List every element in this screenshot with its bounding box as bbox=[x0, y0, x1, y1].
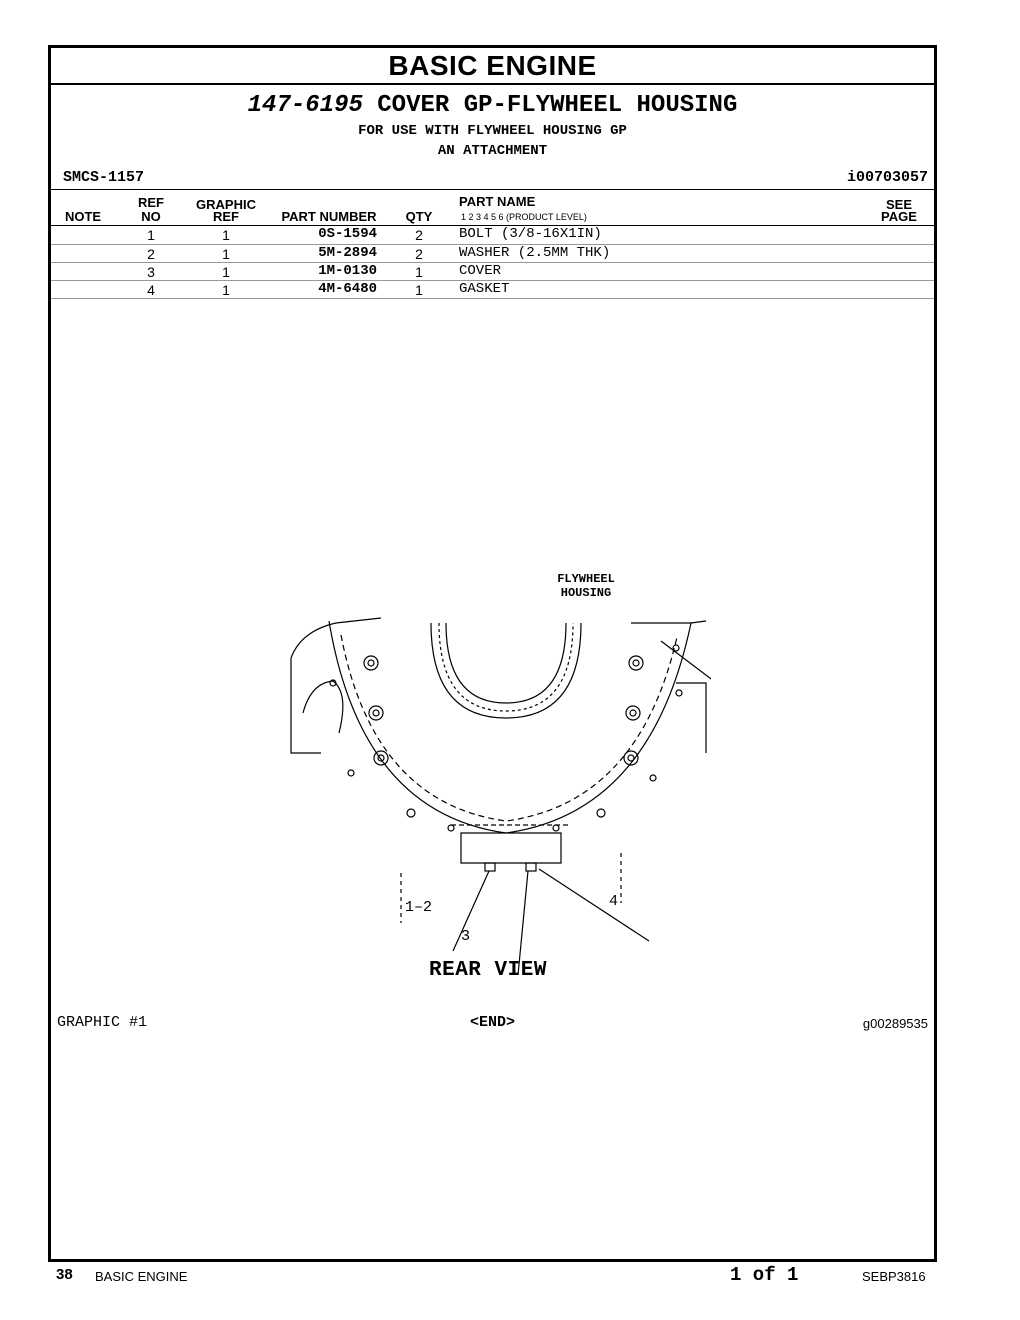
bolt-hole bbox=[348, 770, 354, 776]
view-label: REAR VIEW bbox=[429, 959, 547, 982]
bolt-boss bbox=[629, 656, 643, 670]
info-id: i00703057 bbox=[846, 169, 928, 186]
footer-page-number: 38 bbox=[56, 1266, 73, 1283]
col-graphic-top: GRAPHIC bbox=[196, 197, 256, 212]
footer-document-number: SEBP3816 bbox=[862, 1269, 926, 1284]
ref-no: 4 bbox=[147, 282, 155, 298]
graphic-ref: 1 bbox=[222, 246, 230, 262]
bolt-hole bbox=[650, 775, 656, 781]
bolt-boss bbox=[369, 706, 383, 720]
bolt-boss bbox=[628, 755, 634, 761]
cover-bolt bbox=[485, 863, 495, 871]
part-number[interactable]: 5M-2894 bbox=[318, 245, 377, 261]
left-flange-top bbox=[291, 618, 381, 658]
callout-4: 4 bbox=[609, 893, 619, 910]
graphic-id: g00289535 bbox=[862, 1016, 928, 1031]
graphic-ref: 1 bbox=[222, 282, 230, 298]
callout-1-2: 1–2 bbox=[405, 899, 433, 916]
parts-row bbox=[51, 281, 934, 299]
right-flange-top bbox=[631, 621, 706, 623]
smcs-code: SMCS-1157 bbox=[63, 169, 145, 186]
bolt-boss bbox=[373, 710, 379, 716]
usage-line-2: AN ATTACHMENT bbox=[437, 143, 548, 159]
parts-row bbox=[51, 263, 934, 281]
parts-row bbox=[51, 226, 934, 244]
footer-page-of: 1 of 1 bbox=[730, 1264, 799, 1286]
group-part-number[interactable]: 147-6195 bbox=[247, 92, 363, 119]
quantity: 2 bbox=[415, 246, 423, 262]
col-see-bottom: PAGE bbox=[881, 209, 917, 224]
cover-plate bbox=[461, 833, 561, 863]
crank-opening-ridge bbox=[439, 623, 573, 711]
bolt-hole bbox=[676, 690, 682, 696]
page-frame bbox=[48, 45, 937, 1262]
col-product-levels: 1 2 3 4 5 6 (PRODUCT LEVEL) bbox=[461, 212, 587, 222]
leader-line-1-2 bbox=[453, 871, 489, 951]
graphic-ref: 1 bbox=[222, 264, 230, 280]
bolt-hole bbox=[407, 809, 415, 817]
part-number[interactable]: 4M-6480 bbox=[318, 281, 377, 297]
usage-line-1: FOR USE WITH FLYWHEEL HOUSING GP bbox=[358, 123, 627, 139]
crank-opening bbox=[446, 623, 566, 703]
housing-outline bbox=[329, 621, 691, 833]
part-name: GASKET bbox=[459, 281, 510, 297]
bolt-boss bbox=[374, 751, 388, 765]
right-flange bbox=[676, 683, 706, 753]
bolt-boss bbox=[364, 656, 378, 670]
end-marker: <END> bbox=[469, 1014, 515, 1031]
housing-inner-outline bbox=[341, 635, 677, 821]
leader-line-4 bbox=[539, 869, 649, 941]
section-title: BASIC ENGINE bbox=[51, 48, 934, 85]
col-qty: QTY bbox=[405, 209, 433, 224]
bolt-boss bbox=[633, 660, 639, 666]
col-part-name: PART NAME bbox=[459, 194, 536, 209]
footer-section: BASIC ENGINE bbox=[95, 1269, 188, 1284]
group-name: COVER GP-FLYWHEEL HOUSING bbox=[377, 92, 738, 119]
ref-no: 2 bbox=[147, 246, 155, 262]
graphic-ref: 1 bbox=[222, 227, 230, 243]
col-graphic-bottom: REF bbox=[213, 209, 239, 224]
col-ref-bottom: NO bbox=[141, 209, 161, 224]
left-boss bbox=[303, 681, 343, 733]
ref-no: 3 bbox=[147, 264, 155, 280]
bolt-boss bbox=[626, 706, 640, 720]
callout-3: 3 bbox=[461, 928, 471, 945]
bolt-boss bbox=[368, 660, 374, 666]
graphic-label: GRAPHIC #1 bbox=[57, 1014, 148, 1031]
part-number[interactable]: 0S-1594 bbox=[318, 226, 377, 242]
col-part-number: PART NUMBER bbox=[281, 209, 377, 224]
quantity: 1 bbox=[415, 264, 423, 280]
part-name: BOLT (3/8-16X1IN) bbox=[459, 226, 602, 242]
bolt-hole bbox=[448, 825, 454, 831]
callout-housing-line1: FLYWHEEL bbox=[557, 572, 615, 586]
row-divider bbox=[51, 298, 934, 299]
col-note: NOTE bbox=[64, 209, 102, 224]
part-number[interactable]: 1M-0130 bbox=[318, 263, 377, 279]
bolt-hole bbox=[553, 825, 559, 831]
cover-bolt bbox=[526, 863, 536, 871]
flywheel-housing-illustration bbox=[281, 563, 711, 988]
bolt-boss bbox=[630, 710, 636, 716]
col-see-top: SEE bbox=[885, 197, 912, 212]
callout-housing-line2: HOUSING bbox=[560, 586, 612, 600]
col-ref-top: REF bbox=[138, 195, 164, 210]
bolt-hole bbox=[597, 809, 605, 817]
callout-flywheel-housing bbox=[546, 572, 626, 600]
parts-row bbox=[51, 245, 934, 263]
ref-no: 1 bbox=[147, 227, 155, 243]
header-top-rule bbox=[51, 189, 934, 190]
quantity: 1 bbox=[415, 282, 423, 298]
part-name: COVER bbox=[459, 263, 502, 279]
group-title bbox=[51, 92, 934, 119]
quantity: 2 bbox=[415, 227, 423, 243]
part-name: WASHER (2.5MM THK) bbox=[459, 245, 611, 261]
